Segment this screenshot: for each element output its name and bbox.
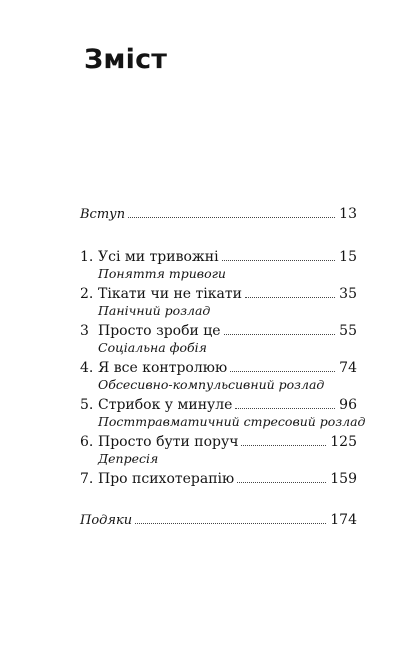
toc-page-number: 125 [330, 434, 357, 450]
toc-page-number: 35 [339, 286, 357, 302]
toc-entry-chapter-5 [80, 393, 357, 413]
toc-page-number: 15 [339, 249, 357, 265]
dot-leader [245, 297, 335, 298]
chapter-number: 1. [80, 249, 94, 265]
toc-entry-chapter-6 [80, 430, 357, 450]
toc-entry-intro [80, 202, 357, 222]
chapter-number: 6. [80, 434, 94, 450]
chapter-title: Про психотерапію [98, 471, 235, 487]
toc-page-number: 55 [339, 323, 357, 339]
chapter-number: 2. [80, 286, 94, 302]
toc-entry-acknowledgements [80, 508, 357, 528]
toc-page-number: 174 [330, 512, 357, 528]
chapter-title: Стрибок у минуле [98, 397, 233, 413]
chapter-subtitle: Обсесивно-компульсивний розлад [98, 377, 325, 392]
chapter-number: 7. [80, 471, 94, 487]
chapter-title: Просто зроби це [98, 323, 221, 339]
chapter-title: Усі ми тривожні [98, 249, 219, 265]
chapter-number: 4. [80, 360, 94, 376]
toc-entry-chapter-2 [80, 282, 357, 302]
chapter-title: Тікати чи не тікати [98, 286, 242, 302]
dot-leader [235, 408, 335, 409]
toc-page-number: 13 [339, 206, 357, 222]
toc-entry-chapter-3 [80, 319, 357, 339]
toc-entry-chapter-4 [80, 356, 357, 376]
chapter-title: Просто бути поруч [98, 434, 239, 450]
toc-entry-chapter-1 [80, 245, 357, 265]
dot-leader [128, 217, 335, 218]
dot-leader [224, 334, 336, 335]
toc-page-number: 74 [339, 360, 357, 376]
chapter-number: 5. [80, 397, 94, 413]
toc-entry-chapter-7 [80, 467, 357, 487]
toc-entry-title: Вступ [80, 207, 126, 222]
chapter-subtitle: Депресія [98, 451, 159, 466]
dot-leader [135, 523, 326, 524]
dot-leader [237, 482, 326, 483]
dot-leader [230, 371, 335, 372]
toc-page-number: 96 [339, 397, 357, 413]
toc-entry-title: Подяки [80, 513, 133, 528]
toc-page-number: 159 [330, 471, 357, 487]
dot-leader [241, 445, 326, 446]
dot-leader [222, 260, 336, 261]
chapter-number: 3 [80, 323, 89, 339]
chapter-subtitle: Посттравматичний стресовий розлад [98, 414, 366, 429]
chapter-subtitle: Панічний розлад [98, 303, 211, 318]
chapter-subtitle: Поняття тривоги [98, 266, 226, 281]
chapter-subtitle: Соціальна фобія [98, 340, 207, 355]
page-title: Зміст [84, 44, 168, 75]
chapter-title: Я все контролюю [98, 360, 228, 376]
